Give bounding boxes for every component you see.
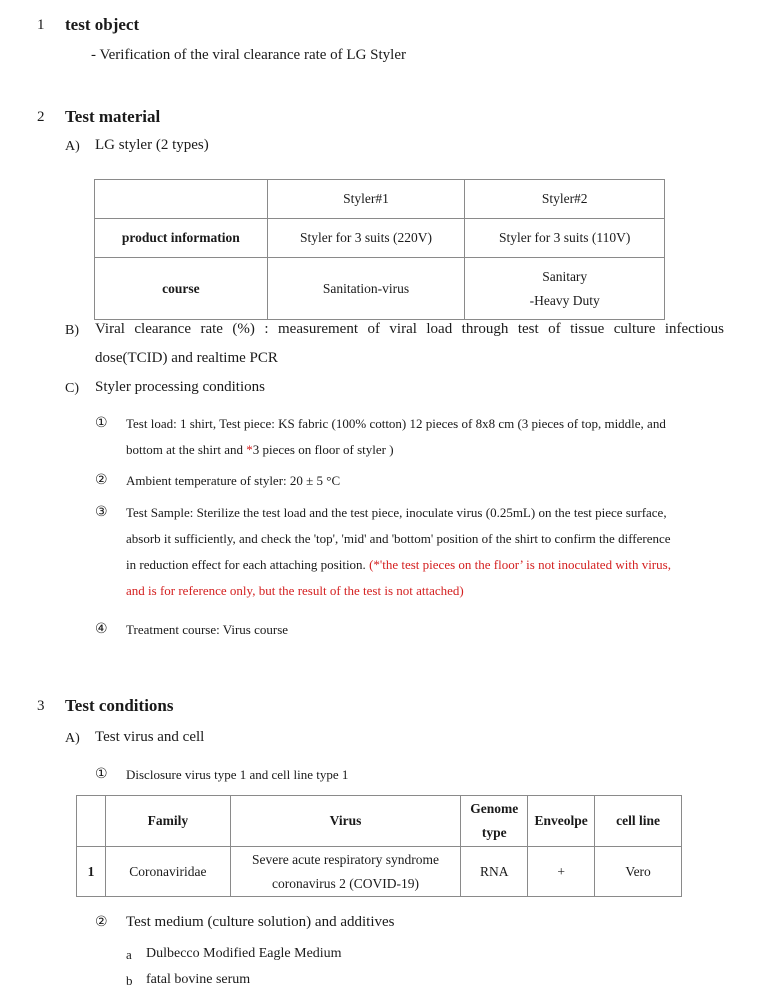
table-header-cell: Styler#2 [465,180,665,219]
item-letter: B) [65,323,79,338]
condition-text: Disclosure virus type 1 and cell line type 1 [126,767,349,782]
table-header-cell [77,796,106,847]
note-red: and is for reference only, but the result of the test is not attached) [126,583,464,598]
header-line: type [481,825,507,840]
condition-text [126,442,394,458]
section-1-number: 1 [37,17,45,33]
table-row-label: course [95,258,268,320]
table-header-virus: Virus [230,796,460,847]
section-2-title: Test material [65,107,161,126]
item-letter: A) [65,139,80,154]
item-text: dose(TCID) and realtime PCR [95,350,278,366]
item-letter: A) [65,731,80,746]
condition-text: Test load: 1 shirt, Test piece: KS fabric (100% cotton) 12 pieces of 8x8 cm (3 pieces of top, middle, and [126,416,666,431]
item-text: Viral clearance rate (%) : measurement of viral load through test of tissue culture infectious [95,321,724,337]
section-2-number: 2 [37,109,45,125]
row-number: 1 [77,847,106,897]
item-text: Test virus and cell [95,729,205,745]
table-cell-line: Sanitary [542,268,588,284]
sub-text: fatal bovine serum [146,972,251,987]
table-cell: Sanitation-virus [267,258,465,320]
test-object-item: - Verification of the viral clearance rate of LG Styler [91,47,406,63]
asterisk-mark: * [246,442,253,457]
condition-text-part: 3 pieces on floor of styler ) [252,442,394,457]
condition-text: Treatment course: Virus course [126,622,289,637]
condition-text [126,557,671,573]
table-cell-line: -Heavy Duty [529,292,600,308]
sub-text: Dulbecco Modified Eagle Medium [146,946,342,961]
table-header-cell-line: cell line [595,796,682,847]
sub-letter: b [126,973,133,988]
styler-table [94,179,665,320]
condition-text-part: in reduction effect for each attaching position. [126,557,370,572]
circled-number-3: ③ [95,504,108,520]
circled-number-2: ② [95,914,108,930]
table-cell: Styler for 3 suits (110V) [465,219,665,258]
circled-number-1: ① [95,415,108,431]
table-cell [230,847,460,897]
circled-number-1: ① [95,766,108,782]
condition-text: Test medium (culture solution) and additives [126,914,395,930]
table-header-cell: Styler#1 [267,180,465,219]
table-cell: Vero [595,847,682,897]
item-text: Styler processing conditions [95,379,265,395]
table-header-family: Family [105,796,230,847]
circled-number-2: ② [95,472,108,488]
table-cell: Coronaviridae [105,847,230,897]
table-cell: Styler for 3 suits (220V) [267,219,465,258]
section-3-title: Test conditions [65,696,174,715]
header-line: Genome [470,801,519,816]
item-text: LG styler (2 types) [95,137,209,153]
section-1-title: test object [65,15,140,34]
sub-letter: a [126,947,132,962]
table-row [95,219,665,258]
condition-text: Ambient temperature of styler: 20 ± 5 °C [126,473,341,488]
table-header-envelope: Enveolpe [528,796,595,847]
table-row [95,258,665,320]
condition-text: absorb it sufficiently, and check the 'top', 'mid' and 'bottom' position of the shirt to confirm the difference [126,531,671,546]
table-row [77,847,682,897]
table-cell [465,258,665,320]
table-header-cell [95,180,268,219]
cell-line: Severe acute respiratory syndrome [251,851,440,867]
table-row-label: product information [95,219,268,258]
table-cell: + [528,847,595,897]
condition-text-part: bottom at the shirt and [126,442,247,457]
table-header-genome [461,796,528,847]
item-letter: C) [65,381,79,396]
cell-line: coronavirus 2 (COVID-19) [272,875,419,891]
section-3-number: 3 [37,698,45,714]
virus-table [76,795,682,897]
circled-number-4: ④ [95,621,108,637]
note-red: (*'the test pieces on the floor’ is not inoculated with virus, [369,557,671,572]
table-cell: RNA [461,847,528,897]
condition-text: Test Sample: Sterilize the test load and the test piece, inoculate virus (0.25mL) on the test piece surface, [126,505,667,520]
